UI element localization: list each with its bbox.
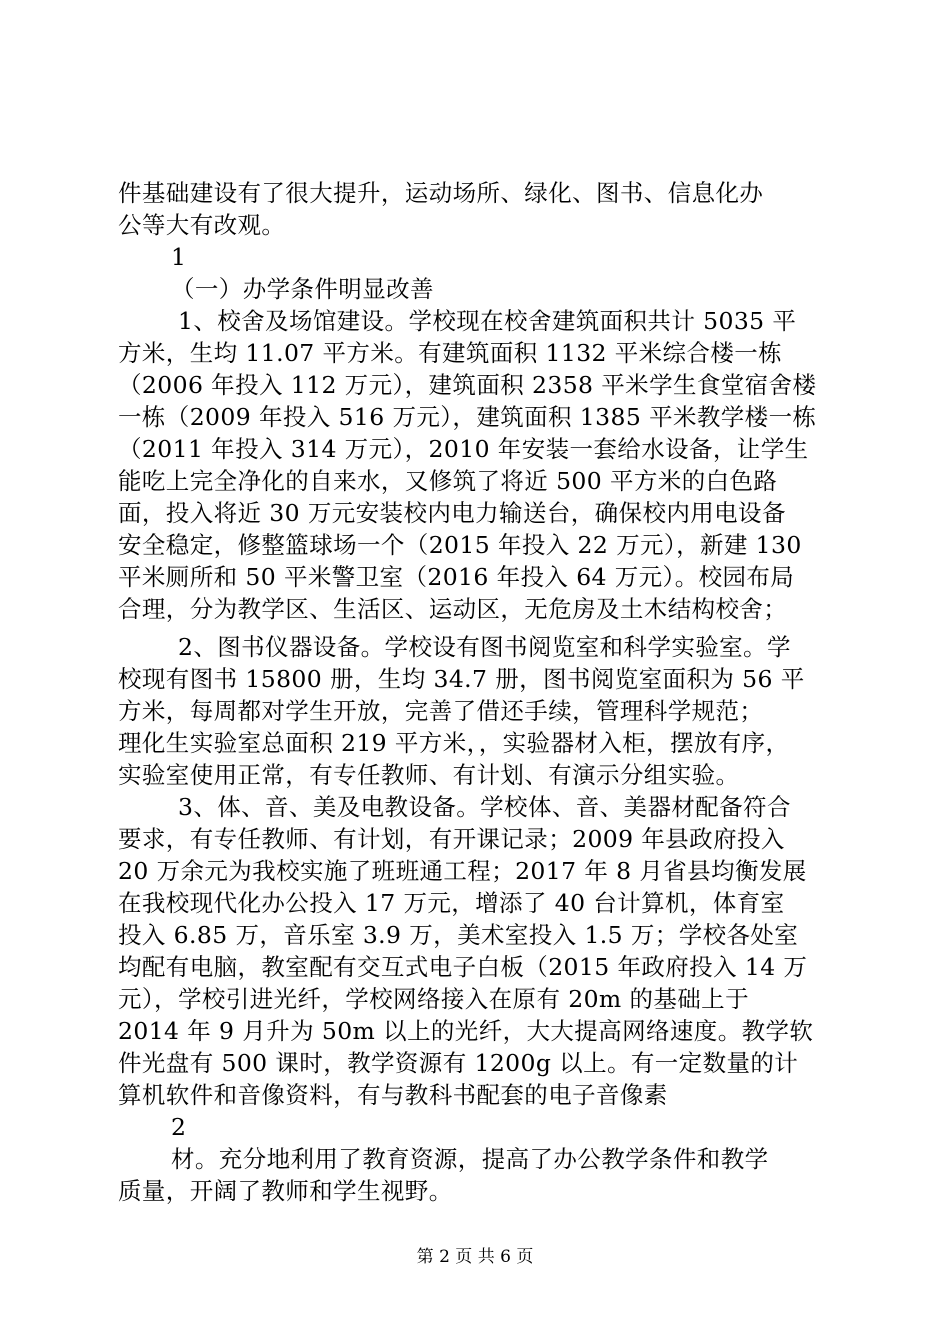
- text-line: 面，投入将近 30 万元安装校内电力输送台，确保校内用电设备: [118, 499, 786, 527]
- paragraph-start: 1、校舍及场馆建设。学校现在校舍建筑面积共计 5035 平: [178, 307, 797, 335]
- text-line: 算机软件和音像资料，有与教科书配套的电子音像素: [118, 1081, 668, 1109]
- text-line: 2014 年 9 月升为 50m 以上的光纤，大大提高网络速度。教学软: [118, 1017, 814, 1045]
- text-line: 材。充分地利用了教育资源，提高了办公教学条件和教学: [171, 1145, 769, 1173]
- text-line: 20 万余元为我校实施了班班通工程；2017 年 8 月省县均衡发展: [118, 857, 807, 885]
- text-line: 合理，分为教学区、生活区、运动区，无危房及土木结构校舍；: [118, 595, 788, 623]
- text-line: 均配有电脑，教室配有交互式电子白板（2015 年政府投入 14 万: [118, 953, 808, 981]
- text-line: 元），学校引进光纤，学校网络接入在原有 20m 的基础上于: [118, 985, 749, 1013]
- paragraph-start: 2、图书仪器设备。学校设有图书阅览室和科学实验室。学: [178, 633, 791, 661]
- text-line: 方米，生均 11.07 平方米。有建筑面积 1132 平米综合楼一栋: [118, 339, 783, 367]
- text-line: 方米，每周都对学生开放，完善了借还手续，管理科学规范；: [118, 697, 764, 725]
- text-line: 能吃上完全净化的自来水，又修筑了将近 500 平方米的白色路: [118, 467, 778, 495]
- text-line: 质量，开阔了教师和学生视野。: [118, 1177, 453, 1205]
- text-line: 件光盘有 500 课时，教学资源有 1200g 以上。有一定数量的计: [118, 1049, 799, 1077]
- section-heading: （一）办学条件明显改善: [171, 275, 434, 303]
- text-line: 理化生实验室总面积 219 平方米，，实验器材入柜，摆放有序，: [118, 729, 790, 757]
- text-line: 要求，有专任教师、有计划，有开课记录；2009 年县政府投入: [118, 825, 785, 853]
- text-line: 投入 6.85 万，音乐室 3.9 万，美术室投入 1.5 万；学校各处室: [118, 921, 799, 949]
- body-text-lower: [118, 632, 848, 1208]
- text-line: 公等大有改观。: [118, 211, 286, 239]
- text-line: 一栋（2009 年投入 516 万元），建筑面积 1385 平米教学楼一栋: [118, 403, 817, 431]
- text-line: （2011 年投入 314 万元），2010 年安装一套给水设备，让学生: [118, 435, 809, 463]
- body-text-upper: [118, 178, 848, 626]
- page-number-marker: 1: [171, 243, 187, 271]
- text-line: 平米厕所和 50 平米警卫室（2016 年投入 64 万元）。校园布局: [118, 563, 795, 591]
- text-line: 实验室使用正常，有专任教师、有计划、有演示分组实验。: [118, 761, 740, 789]
- text-line: 安全稳定，修整篮球场一个（2015 年投入 22 万元），新建 130: [118, 531, 802, 559]
- page-number-marker: 2: [171, 1113, 187, 1141]
- text-line: 在我校现代化办公投入 17 万元，增添了 40 台计算机，体育室: [118, 889, 785, 917]
- page-footer: 第 2 页 共 6 页: [416, 1247, 534, 1267]
- text-line: 件基础建设有了很大提升，运动场所、绿化、图书、信息化办: [118, 179, 764, 207]
- text-line: （2006 年投入 112 万元），建筑面积 2358 平米学生食堂宿舍楼: [118, 371, 817, 399]
- paragraph-start: 3、体、音、美及电教设备。学校体、音、美器材配备符合: [178, 793, 791, 821]
- text-line: 校现有图书 15800 册，生均 34.7 册，图书阅览室面积为 56 平: [118, 665, 805, 693]
